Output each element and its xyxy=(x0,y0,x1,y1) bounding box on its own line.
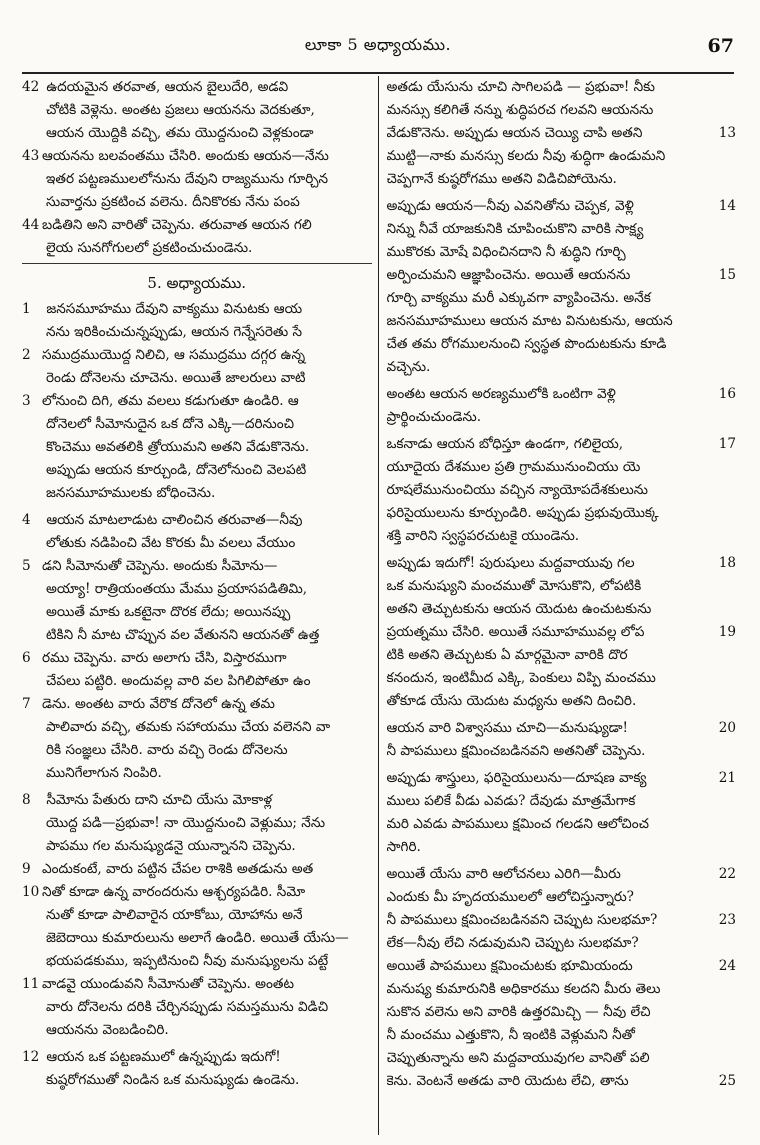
text-line xyxy=(387,168,737,191)
text-line xyxy=(387,667,737,690)
verse-number: 19 xyxy=(717,621,736,644)
verse-text: దోనెలలో సీమోనుదైన ఒక దోనె ఎక్కి—దరినుంచి xyxy=(46,416,295,432)
verse-text: సుకొన వలెను అని వారికి ఉత్తరమిచ్చి — నీవు లేచి xyxy=(386,1004,651,1020)
text-line xyxy=(22,996,372,1019)
text-line xyxy=(387,740,737,763)
text-line xyxy=(22,214,372,237)
text-line xyxy=(22,789,372,812)
verse-text: మనుష్య కుమారునికి అధికారము కలదని మీరు తెలు xyxy=(386,981,661,997)
text-line xyxy=(22,927,372,950)
text-line xyxy=(22,436,372,459)
verse-number: 17 xyxy=(717,433,736,456)
text-line xyxy=(22,881,372,904)
verse-text: సముద్రముయొద్ద నిలిచి, ఆ సముద్రము దగ్గర ఉన్న xyxy=(42,347,306,363)
text-line xyxy=(22,122,372,145)
verse-text: ఆయనను బలవంతము చేసిరి. అందుకు ఆయన—నేను xyxy=(42,148,329,164)
verse-number: 12 xyxy=(22,1049,40,1065)
text-line xyxy=(387,456,737,479)
verse-text: చేపలు పట్టిరి. అందువల్ల వారి వల పిగిలిపోతూ ఉం xyxy=(46,673,311,689)
verse-text: నీ పాపములు క్షమించబడినవని అతనితో చెప్పెను. xyxy=(386,743,646,759)
verse-number: 14 xyxy=(717,195,736,218)
text-line xyxy=(22,1069,372,1092)
verse-text: మునిగేలాగున నింపిరి. xyxy=(46,765,162,781)
text-line xyxy=(387,836,737,859)
text-line xyxy=(22,624,372,647)
verse-text: అయితే మాకు ఒకటైనా దొరక లేదు; అయినప్పు xyxy=(46,604,291,620)
verse-text: కొంచెము అవతలికి త్రోయుమని అతని వేడుకొనెను. xyxy=(46,439,310,455)
verse-text: మనస్సు కలిగితే నన్ను శుద్ధిపరచ గలవని ఆయనను xyxy=(386,102,654,118)
verse-number: 1 xyxy=(22,301,31,317)
chapter-heading: 5. అధ్యాయము. xyxy=(147,274,247,292)
text-line xyxy=(387,621,737,644)
text-line xyxy=(387,690,737,713)
text-line xyxy=(387,1047,737,1070)
text-line xyxy=(387,598,737,621)
verse-text: జెబెదాయి కుమారులును అలాగే ఉండిరి. అయితే యేసు— xyxy=(46,930,349,946)
text-line xyxy=(387,287,737,310)
verse-text: నీ మంచము ఎత్తుకొని, నీ ఇంటికి వెళ్లుమని నీతో xyxy=(386,1027,635,1043)
text-line xyxy=(22,344,372,367)
text-line xyxy=(22,647,372,670)
text-line xyxy=(22,413,372,436)
verse-text: వాడవై యుండువని సీమోనుతో చెప్పెను. అంతట xyxy=(42,976,295,992)
verse-text: సాగిరి. xyxy=(386,839,421,855)
text-line xyxy=(387,356,737,379)
text-line xyxy=(22,532,372,555)
verse-text: జనసమూహములకు బోధించెను. xyxy=(46,485,216,501)
text-line xyxy=(22,858,372,881)
text-line xyxy=(22,812,372,835)
text-line xyxy=(22,693,372,716)
text-line xyxy=(22,145,372,168)
verse-text: మరి ఎవడు పాపములు క్షమించ గలడని ఆలోచించ xyxy=(386,816,649,832)
verse-text: ముకొరకు మోషే విధించినదాని నీ శుద్ధిని గూర్చి xyxy=(386,244,626,260)
text-line xyxy=(387,717,737,740)
verse-text: ఆయన మాటలాడుట చాలించిన తరువాత—నీవు xyxy=(42,512,303,528)
text-line xyxy=(22,578,372,601)
text-line xyxy=(387,863,737,886)
verse-text: యొద్ద పడి—ప్రభువా! నా యొద్దనుంచి వెళ్లుము; నేను xyxy=(46,815,326,831)
text-line xyxy=(387,1070,737,1093)
verse-text: ఎందుకు మీ హృదయములలో ఆలోచిస్తున్నారు? xyxy=(386,889,634,905)
verse-text: జనసమూహము దేవుని వాక్యము వినుటకు ఆయ xyxy=(42,301,303,317)
text-line xyxy=(387,575,737,598)
verse-number: 7 xyxy=(22,696,31,712)
verse-text: ఎందుకంటే, వారు పట్టిన చేపల రాశికి అతడును అత xyxy=(42,861,314,877)
verse-text: చెప్పగానే కుష్ఠరోగము అతని విడిచిపోయెను. xyxy=(386,171,617,187)
verse-text: అప్పుడు ఆయన—నీవు ఎవనితోను చెప్పక, వెళ్లి xyxy=(386,198,634,214)
verse-text: పాపము గల మనుష్యుడనై యున్నానని చెప్పెను. xyxy=(46,838,296,854)
verse-text: అర్పించుమని ఆజ్ఞాపించెను. అయితే ఆయనను xyxy=(386,267,631,283)
verse-text: రెండు దోనెలను చూచెను. అయితే జాలరులు వాటి xyxy=(46,370,306,386)
verse-text: నుతో కూడా పాలివారైన యాకోబు, యోహాను అనే xyxy=(46,907,303,923)
verse-text: భయపడకుము, ఇప్పటినుంచి నీవు మనుష్యులను పట్టే xyxy=(46,953,329,969)
verse-number: 5 xyxy=(22,558,31,574)
text-line xyxy=(22,390,372,413)
text-line xyxy=(387,813,737,836)
verse-text: కెను. వెంటనే అతడు వారి యెదుట లేచి, తాను xyxy=(386,1073,629,1089)
verse-text: డని సీమోనుతో చెప్పెను. అందుకు సీమోను— xyxy=(42,558,278,574)
verse-text: కుష్ఠరోగముతో నిండిన ఒక మనుష్యుడు ఉండెను. xyxy=(46,1072,300,1088)
text-line xyxy=(22,298,372,321)
text-line xyxy=(22,1046,372,1069)
verse-text: ఒకనాడు ఆయన బోధిస్తూ ఉండగా, గలిలైయ, xyxy=(386,436,624,452)
text-line xyxy=(387,978,737,1001)
text-line xyxy=(387,406,737,429)
verse-number: 43 xyxy=(22,148,40,164)
text-line xyxy=(387,479,737,502)
verse-number: 16 xyxy=(717,383,736,406)
verse-text: అప్పుడు శాస్త్రులు, ఫరిసైయులును—దూషణ వాక్య xyxy=(386,770,647,786)
text-line xyxy=(387,122,737,145)
text-line xyxy=(387,333,737,356)
verse-text: తోకూడ యేసు యెదుట మధ్యను అతని దించిరి. xyxy=(386,693,637,709)
text-line xyxy=(22,99,372,122)
verse-text: ఉదయమైన తరవాత, ఆయన బైలుదేరి, అడవి xyxy=(42,79,289,95)
text-line xyxy=(387,433,737,456)
text-line xyxy=(22,321,372,344)
verse-number: 9 xyxy=(22,861,31,877)
verse-text: రూషలేమునుంచియు వచ్చిన న్యాయోపదేశకులును xyxy=(386,482,648,498)
text-line xyxy=(22,973,372,996)
left-column xyxy=(16,76,379,1135)
chapter-title: లూకా 5 అధ్యాయము. xyxy=(304,34,452,54)
verse-text: టికిని నీ మాట చొప్పున వల వేతునని ఆయనతో ఉత్త xyxy=(46,627,320,643)
text-line xyxy=(387,909,737,932)
verse-text: చెప్పుతున్నాను అని మద్దవాయువుగల వానితో పలి xyxy=(386,1050,650,1066)
verse-text: బడితిని అని వారితో చెప్పెను. తరువాత ఆయన గలి xyxy=(42,217,312,233)
text-line xyxy=(22,168,372,191)
text-line xyxy=(387,552,737,575)
verse-text: అప్పుడు ఇదుగో! పురుషులు మద్దవాయువు గల xyxy=(386,555,635,571)
verse-number: 20 xyxy=(717,717,736,740)
verse-number: 8 xyxy=(22,792,31,808)
text-line xyxy=(22,835,372,858)
text-line xyxy=(22,555,372,578)
text-line xyxy=(387,383,737,406)
verse-text: వచ్చెను. xyxy=(386,359,431,375)
verse-text: లేక—నీవు లేచి నడువుమని చెప్పుట సులభమా? xyxy=(386,935,639,951)
verse-text: ఒక మనుష్యుని మంచముతో మోసుకొని, లోపటికి xyxy=(386,578,642,594)
verse-number: 44 xyxy=(22,217,40,233)
verse-text: అప్పుడు ఆయన కూర్చుండి, దోనెలోనుంచి వెలపటి xyxy=(46,462,307,478)
text-line xyxy=(387,264,737,287)
text-line xyxy=(387,195,737,218)
text-line xyxy=(22,601,372,624)
verse-number: 15 xyxy=(717,264,736,287)
verse-text: నను ఇరికించుచున్నప్పుడు, ఆయన గెన్నేసరెతు సే xyxy=(46,324,303,340)
text-line xyxy=(22,716,372,739)
text-line xyxy=(387,525,737,548)
verse-text: అయ్యా! రాత్రియంతయు మేము ప్రయాసపడితిమి, xyxy=(46,581,308,597)
text-line xyxy=(387,145,737,168)
text-line xyxy=(22,76,372,99)
verse-number: 18 xyxy=(717,552,736,575)
verse-text: కనందున, ఇంటిమీద ఎక్కి, పెంకులు విప్పి మంచము xyxy=(386,670,656,686)
verse-text: శక్తి వారిని స్వస్థపరచుటకై యుండెను. xyxy=(386,528,580,544)
verse-number: 2 xyxy=(22,347,31,363)
verse-text: అయితే యేసు వారి ఆలోచనలు ఎరిగి—మీరు xyxy=(386,866,621,882)
verse-text: రము చెప్పెను. వారు అలాగు చేసి, విస్తారముగా xyxy=(42,650,287,666)
text-line xyxy=(22,509,372,532)
verse-number: 3 xyxy=(22,393,31,409)
verse-text: నీ పాపములు క్షమించబడినవని చెప్పుట సులభమా? xyxy=(386,912,658,928)
text-line xyxy=(22,191,372,214)
text-line xyxy=(387,218,737,241)
verse-number: 10 xyxy=(22,884,40,900)
header-rule xyxy=(22,72,734,74)
verse-text: ఆయన యొద్దికి వచ్చి, తమ యొద్దనుంచి వెళ్లకుండా xyxy=(46,125,314,141)
text-line xyxy=(22,482,372,505)
verse-text: ముట్టి—నాకు మనస్సు కలదు నీవు శుద్ధిగా ఉండుమని xyxy=(386,148,666,164)
verse-text: లోతుకు నడిపించి వేట కొరకు మీ వలలు వేయుం xyxy=(46,535,296,551)
verse-text: వేడుకొనెను. అప్పుడు ఆయన చెయ్యి చాపి అతని xyxy=(386,125,643,141)
verse-number: 23 xyxy=(717,909,736,932)
verse-text: నితో కూడా ఉన్న వారందరును ఆశ్చర్యపడిరి. సీమో xyxy=(42,884,306,900)
verse-text: చోటికి వెళ్లెను. అంతట ప్రజలు ఆయనను వెదకుతూ, xyxy=(46,102,315,118)
verse-text: చేత తమ రోగములనుంచి స్వస్థత పొందుటకును కూడి xyxy=(386,336,667,352)
page-number: 67 xyxy=(707,35,734,57)
text-line xyxy=(387,502,737,525)
text-line xyxy=(387,1024,737,1047)
verse-text: ప్రయత్నము చేసిరి. అయితే సమూహమువల్ల లోప xyxy=(386,624,645,640)
verse-text: రికి సంజ్ఞలు చేసిరి. వారు వచ్చి రెండు దోనెలను xyxy=(46,742,288,758)
verse-number: 6 xyxy=(22,650,31,666)
text-line xyxy=(387,1001,737,1024)
text-line xyxy=(22,367,372,390)
verse-text: అతని తెచ్చుటకును ఆయన యెదుట ఉంచుటకును xyxy=(386,601,652,617)
text-line xyxy=(22,739,372,762)
text-line xyxy=(22,1019,372,1042)
verse-text: గూర్చి వాక్యము మరీ ఎక్కువగా వ్యాపించెను. అనేక xyxy=(386,290,651,306)
text-line xyxy=(387,767,737,790)
verse-text: జనసమూహములు ఆయన మాట వినుటకును, ఆయన xyxy=(386,313,673,329)
verse-text: ములు పలికే వీడు ఎవడు? దేవుడు మాత్రమేగాక xyxy=(386,793,636,809)
text-line xyxy=(22,237,372,260)
verse-text: యూదైయ దేశముల ప్రతి గ్రామమునుంచియు యె xyxy=(386,459,641,475)
verse-text: అయితే పాపములు క్షమించుటకు భూమియందు xyxy=(386,958,633,974)
text-line xyxy=(22,459,372,482)
verse-text: వారు దోనెలను దరికి చేర్చినప్పుడు సమస్తమును విడిచి xyxy=(46,999,329,1015)
verse-text: డెను. అంతట వారు వేరొక దోనెలో ఉన్న తమ xyxy=(42,696,275,712)
verse-number: 11 xyxy=(22,976,40,992)
verse-text: టికి అతని తెచ్చుటకు ఏ మార్గమైనా వారికి దొర xyxy=(386,647,628,663)
verse-text: ఫరిసైయులును కూర్చుండిరి. అప్పుడు ప్రభువుయొక్క xyxy=(386,505,659,521)
text-line xyxy=(387,790,737,813)
verse-text: లోనుంచి దిగి, తమ వలలు కడుగుతూ ఉండిరి. ఆ xyxy=(42,393,299,409)
verse-number: 24 xyxy=(717,955,736,978)
text-columns xyxy=(16,76,742,1135)
verse-text: లైయ సునగోగులలో ప్రకటించుచుండెను. xyxy=(46,240,253,256)
text-line xyxy=(387,955,737,978)
verse-number: 25 xyxy=(717,1070,736,1093)
verse-number: 22 xyxy=(717,863,736,886)
verse-number: 42 xyxy=(22,79,40,95)
verse-text: ఆయనను వెంబడించిరి. xyxy=(46,1022,169,1038)
section-divider xyxy=(22,263,372,264)
verse-text: నిన్ను నీవే యాజకునికి చూపించుకొని వారికి సాక్ష్య xyxy=(386,221,644,237)
verse-number: 21 xyxy=(717,767,736,790)
text-line xyxy=(387,932,737,955)
text-line xyxy=(387,76,737,99)
text-line xyxy=(22,762,372,785)
verse-text: ఇతర పట్టణములలోనును దేవుని రాజ్యమును గూర్చిన xyxy=(46,171,329,187)
text-line xyxy=(387,241,737,264)
text-line xyxy=(387,99,737,122)
verse-text: సీమోను పేతురు దాని చూచి యేసు మోకాళ్ల xyxy=(42,792,273,808)
text-line xyxy=(22,904,372,927)
verse-text: ఆయన ఒక పట్టణములో ఉన్నప్పుడు ఇదుగో! xyxy=(42,1049,281,1065)
text-line xyxy=(22,670,372,693)
verse-text: ప్రార్థించుచుండెను. xyxy=(386,409,482,425)
verse-text: అంతట ఆయన అరణ్యములోకి ఒంటిగా వెళ్లి xyxy=(386,386,616,402)
verse-number: 4 xyxy=(22,512,31,528)
verse-number: 13 xyxy=(717,122,736,145)
verse-text: ఆయన వారి విశ్వాసము చూచి—మనుష్యుడా! xyxy=(386,720,628,736)
verse-text: పాలివారు వచ్చి, తమకు సహాయము చేయ వలెనని వా xyxy=(46,719,331,735)
verse-text: అతడు యేసును చూచి సాగిలపడి — ప్రభువా! నీకు xyxy=(386,79,655,95)
text-line xyxy=(387,310,737,333)
text-line xyxy=(22,950,372,973)
page-header xyxy=(22,32,734,60)
text-line xyxy=(387,644,737,667)
text-line xyxy=(387,886,737,909)
right-column xyxy=(379,76,743,1135)
verse-text: సువార్తను ప్రకటించ వలెను. దీనికొరకు నేను పంప xyxy=(46,194,300,210)
